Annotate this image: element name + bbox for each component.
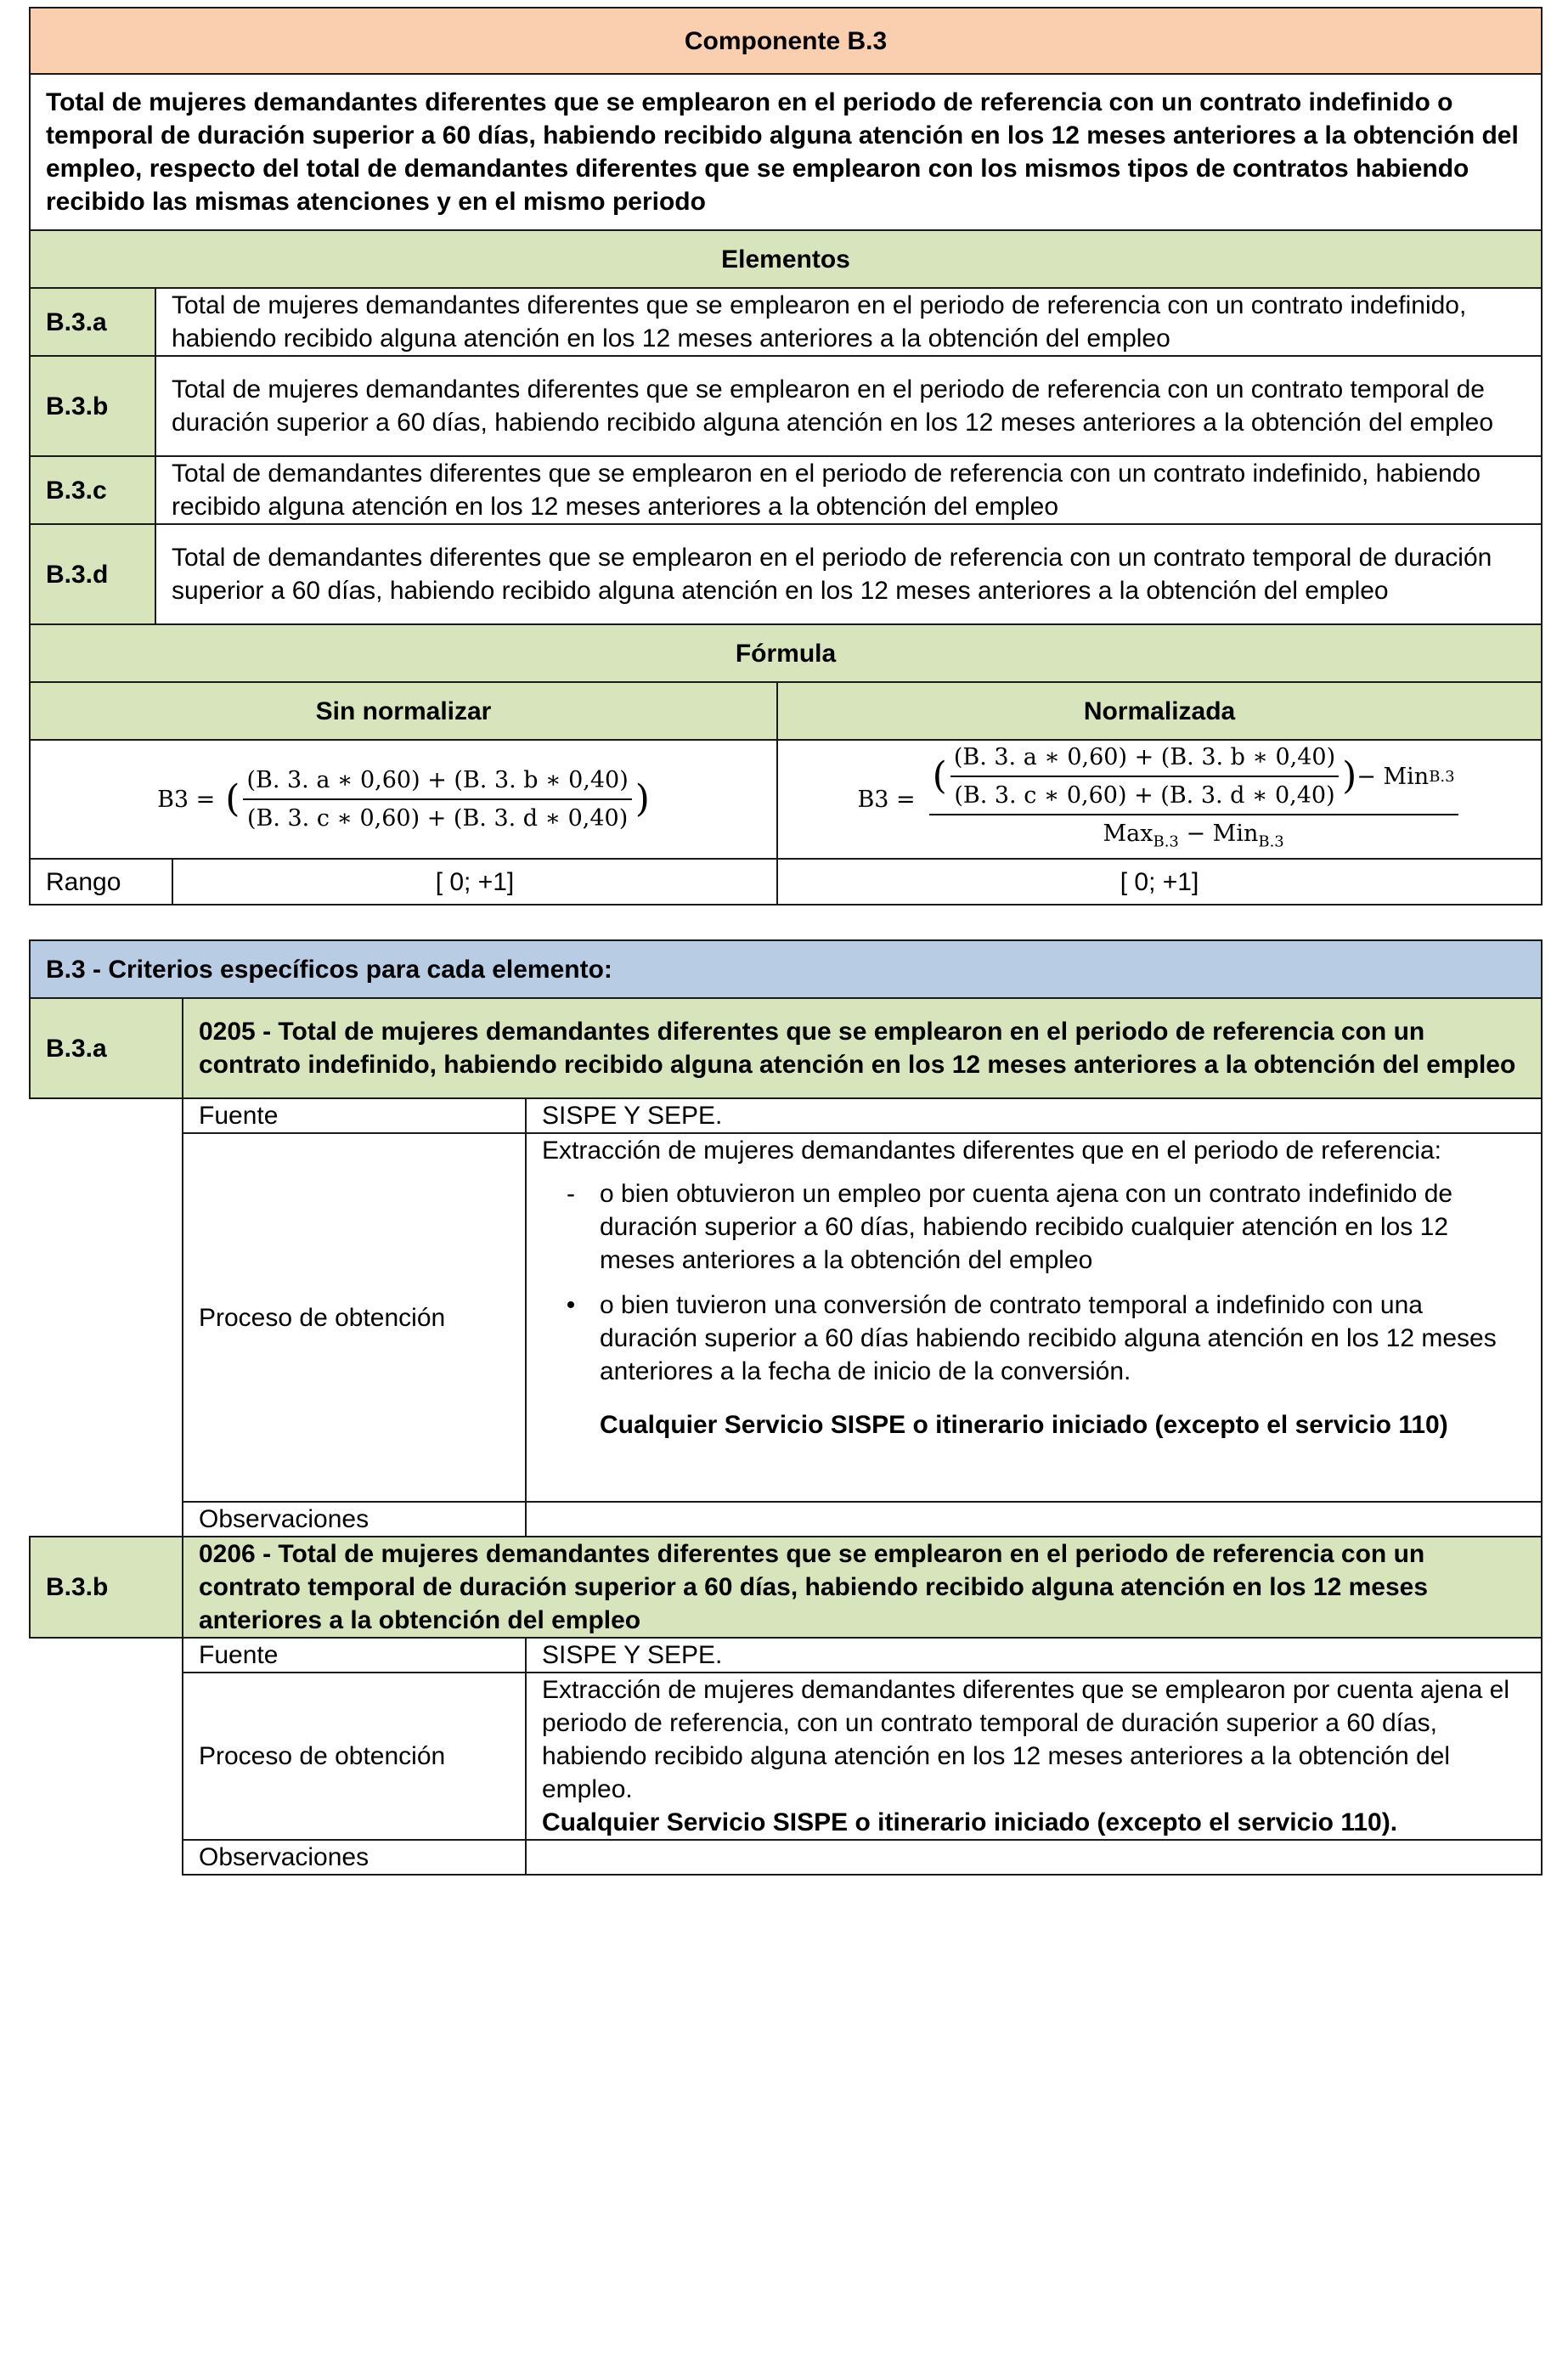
- observaciones-value: [526, 1502, 1542, 1537]
- elements-header: Elementos: [30, 230, 1542, 288]
- observaciones-label: Observaciones: [183, 1840, 526, 1875]
- rango-sin: [ 0; +1]: [172, 859, 777, 905]
- fraction-numerator: (B. 3. a ∗ 0,60) + (B. 3. b ∗ 0,40): [243, 764, 631, 800]
- component-title: Componente B.3: [30, 8, 1542, 74]
- criteria-header: B.3 - Criterios específicos para cada elemento:: [30, 940, 1542, 998]
- proceso-value: [526, 1133, 1542, 1502]
- component-description: Total de mujeres demandantes diferentes que se emplearon en el periodo de referencia con un contrato indefinido o temporal de duración superior a 60 días, habiendo recibido alguna atención en los 12 meses anteriores a la obtención del empleo, respecto del total de demandantes diferentes que se emplearon con los mismos tipos de contratos habiendo recibido las mismas atenciones y en el mismo periodo: [30, 74, 1542, 230]
- criteria-title: 0206 - Total de mujeres demandantes diferentes que se emplearon en el periodo de referencia con un contrato temporal de duración superior a 60 días, habiendo recibido alguna atención en los 12 meses anteriores a la obtención del empleo: [183, 1537, 1542, 1638]
- element-code: B.3.d: [30, 524, 155, 624]
- dash-marker: -: [567, 1180, 575, 1209]
- element-code: B.3.a: [30, 288, 155, 356]
- proceso-text: Extracción de mujeres demandantes diferentes que se emplearon por cuenta ajena el periodo de referencia, con un contrato temporal de duración superior a 60 días, habiendo recibido alguna atención en los 12 meses anteriores a la obtención del empleo.: [542, 1676, 1510, 1804]
- formula-sin-normalizar: [30, 740, 777, 859]
- col-normalizada: Normalizada: [777, 682, 1542, 740]
- element-row: [30, 356, 1542, 456]
- element-row: [30, 288, 1542, 356]
- formula-norm: B3 = ( $\frac{(B. 3. a ∗ 0,60) + (B. 3. b ∗ 0,40)}{(B. 3. c ∗ 0,60) + (B. 3. d ∗ 0,40)}$ ) − Min B.3 Max$_{B.3}$ − Min$_{B.3}$: [857, 741, 1461, 858]
- element-code: B.3.b: [30, 356, 155, 456]
- fuente-value: SISPE Y SEPE.: [526, 1638, 1542, 1673]
- list-item: - o bien obtuvieron un empleo por cuenta ajena con un contrato indefinido de duración superior a 60 días, habiendo recibido cualquier atención en los 12 meses anteriores a la obtención del empleo: [542, 1177, 1526, 1277]
- observaciones-value: [526, 1840, 1542, 1875]
- fraction-denominator: (B. 3. c ∗ 0,60) + (B. 3. d ∗ 0,40): [246, 805, 629, 832]
- criteria-table: [29, 939, 1543, 1876]
- bullet-marker: •: [566, 1291, 576, 1320]
- proceso-label: Proceso de obtención: [183, 1133, 526, 1502]
- col-sin-normalizar: Sin normalizar: [30, 682, 777, 740]
- criteria-code: B.3.b: [30, 1537, 183, 1638]
- document-page: [29, 7, 1541, 1876]
- fraction: [243, 764, 631, 835]
- element-row: [30, 524, 1542, 624]
- formula-normalizada: [777, 740, 1542, 859]
- observaciones-label: Observaciones: [183, 1502, 526, 1537]
- formula-sin: B3 = ( $\frac{(B. 3. a ∗ 0,60) + (B. 3. b ∗ 0,40)}{(B. 3. c ∗ 0,60) + (B. 3. d ∗ 0,40)}$ ): [157, 764, 650, 835]
- proceso-bold: Cualquier Servicio SISPE o itinerario iniciado (excepto el servicio 110): [600, 1411, 1448, 1440]
- criteria-code: B.3.a: [30, 998, 183, 1098]
- element-row: [30, 456, 1542, 524]
- list-item: • o bien tuvieron una conversión de contrato temporal a indefinido con una duración superior a 60 días habiendo recibido alguna atención en los 12 meses anteriores a la fecha de inicio de la conversión.: [542, 1289, 1526, 1388]
- criteria-title: 0205 - Total de mujeres demandantes diferentes que se emplearon en el periodo de referencia con un contrato indefinido, habiendo recibido alguna atención en los 12 meses anteriores a la obtención del empleo: [183, 998, 1542, 1098]
- proceso-bold: Cualquier Servicio SISPE o itinerario iniciado (excepto el servicio 110).: [542, 1808, 1398, 1837]
- element-code: B.3.c: [30, 456, 155, 524]
- fuente-label: Fuente: [183, 1098, 526, 1133]
- fuente-value: SISPE Y SEPE.: [526, 1098, 1542, 1133]
- proceso-list: [542, 1177, 1526, 1388]
- element-text: Total de mujeres demandantes diferentes que se emplearon en el periodo de referencia con un contrato indefinido, habiendo recibido alguna atención en los 12 meses anteriores a la obtención del empleo: [155, 288, 1542, 356]
- element-text: Total de demandantes diferentes que se emplearon en el periodo de referencia con un contrato temporal de duración superior a 60 días, habiendo recibido alguna atención en los 12 meses anteriores a la obtención del empleo: [155, 524, 1542, 624]
- rango-norm: [ 0; +1]: [777, 859, 1542, 905]
- proceso-value: [526, 1673, 1542, 1840]
- rango-label: Rango: [30, 859, 172, 905]
- formula-header: Fórmula: [30, 624, 1542, 682]
- component-table: [29, 7, 1543, 905]
- outer-fraction: ( $\frac{(B. 3. a ∗ 0,60) + (B. 3. b ∗ 0,40)}{(B. 3. c ∗ 0,60) + (B. 3. d ∗ 0,40)}$ ) − Min B.3 Max$_{B.3}$ − Min$_{B.3}$: [929, 741, 1458, 858]
- criteria-item-b3a: [30, 998, 1542, 1098]
- fuente-label: Fuente: [183, 1638, 526, 1673]
- element-text: Total de demandantes diferentes que se emplearon en el periodo de referencia con un contrato indefinido, habiendo recibido alguna atención en los 12 meses anteriores a la obtención del empleo: [155, 456, 1542, 524]
- inner-fraction: $\frac{(B. 3. a ∗ 0,60) + (B. 3. b ∗ 0,40)}{(B. 3. c ∗ 0,60) + (B. 3. d ∗ 0,40)}$: [950, 741, 1339, 812]
- criteria-item-b3b: [30, 1537, 1542, 1638]
- element-text: Total de mujeres demandantes diferentes que se emplearon en el periodo de referencia con un contrato temporal de duración superior a 60 días, habiendo recibido alguna atención en los 12 meses anteriores a la obtención del empleo: [155, 356, 1542, 456]
- proceso-label: Proceso de obtención: [183, 1673, 526, 1840]
- proceso-intro: Extracción de mujeres demandantes diferentes que en el periodo de referencia:: [542, 1137, 1441, 1165]
